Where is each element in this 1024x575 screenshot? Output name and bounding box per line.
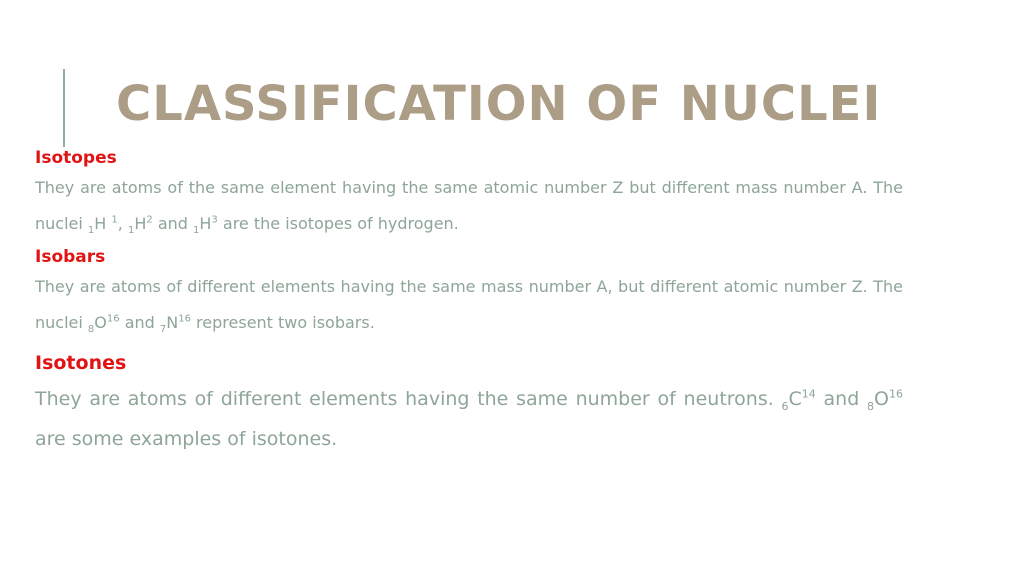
nuclide-superscript: 14 bbox=[801, 387, 816, 401]
separator: and bbox=[119, 313, 160, 332]
isotones-paragraph bbox=[35, 379, 903, 459]
nuclide-superscript: 16 bbox=[178, 313, 191, 325]
nuclide-subscript: 1 bbox=[127, 225, 135, 237]
nuclide-subscript: 1 bbox=[87, 225, 95, 237]
separator: and bbox=[815, 388, 868, 410]
nuclide-symbol: O bbox=[94, 313, 107, 332]
isobars-text-2: represent two isobars. bbox=[190, 313, 375, 332]
isotopes-text-2: are the isotopes of hydrogen. bbox=[217, 214, 459, 233]
isotones-heading: Isotones bbox=[35, 352, 127, 374]
nuclide-subscript: 8 bbox=[867, 399, 875, 413]
nuclide-symbol: H bbox=[94, 214, 112, 233]
separator: and bbox=[152, 214, 194, 233]
nuclide-symbol: H bbox=[199, 214, 212, 233]
nuclide-subscript: 8 bbox=[87, 324, 95, 336]
isotopes-text-1: They are atoms of the same element having the same atomic number Z but different mass number A. The nuclei bbox=[35, 178, 903, 233]
title-accent-bar bbox=[63, 69, 65, 147]
nuclide-subscript: 6 bbox=[781, 399, 789, 413]
isotones-text-2: are some examples of isotones. bbox=[35, 428, 338, 450]
nuclide-superscript: 1 bbox=[111, 214, 118, 226]
separator: , bbox=[117, 214, 128, 233]
nuclide-symbol: N bbox=[166, 313, 179, 332]
slide-content bbox=[35, 146, 903, 459]
isotopes-paragraph bbox=[35, 170, 903, 242]
nuclide-symbol: O bbox=[874, 388, 889, 410]
nuclide-superscript: 3 bbox=[211, 214, 218, 226]
page-title: CLASSIFICATION OF NUCLEI bbox=[116, 76, 882, 132]
isobars-text-1: They are atoms of different elements having the same mass number A, but different atomic number Z. The nuclei bbox=[35, 277, 903, 332]
nuclide-symbol: H bbox=[134, 214, 147, 233]
nuclide-symbol: C bbox=[788, 388, 802, 410]
isobars-paragraph bbox=[35, 269, 903, 341]
isotopes-heading: Isotopes bbox=[35, 148, 117, 168]
nuclide-subscript: 7 bbox=[159, 324, 167, 336]
isotones-text-1: They are atoms of different elements having the same number of neutrons. bbox=[35, 388, 782, 410]
nuclide-superscript: 2 bbox=[146, 214, 153, 226]
nuclide-superscript: 16 bbox=[889, 387, 903, 401]
isobars-heading: Isobars bbox=[35, 247, 106, 267]
nuclide-subscript: 1 bbox=[193, 225, 200, 237]
nuclide-superscript: 16 bbox=[106, 313, 120, 325]
